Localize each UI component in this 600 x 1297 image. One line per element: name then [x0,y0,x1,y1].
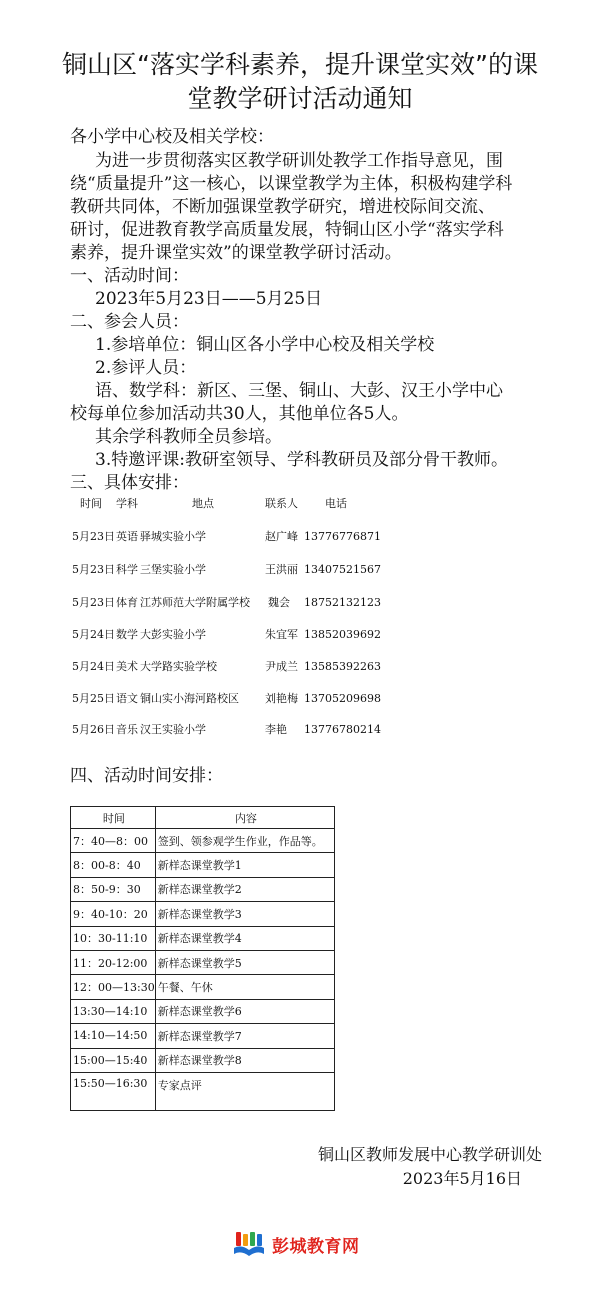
paragraph-line: 研讨，促进教育教学高质量发展，特铜山区小学“落实学科 [70,220,504,240]
timetable-content: 新样态课堂教学1 [155,853,334,877]
schedule-place: 汉王实验小学 [140,723,206,736]
table-row [71,877,335,901]
schedule-row [0,692,600,706]
schedule-row [0,628,600,642]
schedule-subject: 体育 [116,596,138,609]
section-heading-participants: 二、参会人员： [70,312,189,332]
table-row [71,1024,335,1048]
timetable-content: 新样态课堂教学5 [155,950,334,974]
timetable-content: 新样态课堂教学8 [155,1048,334,1072]
schedule-row [0,660,600,674]
participant-detail-line: 校每单位参加活动共30人，其他单位各5人。 [70,404,409,424]
schedule-header [0,497,600,511]
schedule-subject: 英语 [116,530,138,543]
table-row [71,1072,335,1110]
paragraph-line: 为进一步贯彻落实区教学研训处教学工作指导意见，围 [95,151,503,171]
schedule-date: 5月25日 [72,692,115,705]
table-row [71,975,335,999]
participant-item-2: 2.参评人员： [95,358,197,378]
timetable-time: 10：30-11:10 [71,926,156,950]
activity-dates: 2023年5月23日——5月25日 [95,289,323,309]
timetable-content: 新样态课堂教学2 [155,877,334,901]
schedule-contact: 赵广峰 [265,530,298,543]
timetable-content: 专家点评 [155,1072,334,1110]
schedule-place: 驿城实验小学 [140,530,206,543]
logo-text: 彭城教育网 [272,1236,360,1257]
timetable-time: 9：40-10：20 [71,902,156,926]
timetable-content: 签到、领参观学生作业，作品等。 [155,829,334,853]
schedule-place: 三堡实验小学 [140,563,206,576]
schedule-phone: 13705209698 [304,692,381,705]
table-row [71,902,335,926]
table-row [71,999,335,1023]
greeting: 各小学中心校及相关学校： [70,127,274,147]
timetable-time: 15:00—15:40 [71,1048,156,1072]
schedule-date: 5月23日 [72,563,115,576]
timetable-content: 新样态课堂教学3 [155,902,334,926]
schedule-date: 5月23日 [72,530,115,543]
timetable-time: 14:10—14:50 [71,1024,156,1048]
table-row [71,829,335,853]
schedule-phone: 13407521567 [304,563,381,576]
schedule-place: 大学路实验学校 [140,660,217,673]
notice-title-line-2: 堂教学研讨活动通知 [187,84,413,113]
open-book-logo-icon [232,1230,266,1258]
timetable-header-content: 内容 [155,807,334,829]
schedule-contact: 刘艳梅 [265,692,298,705]
schedule-place: 江苏师范大学附属学校 [140,596,250,609]
schedule-contact: 魏会 [268,596,290,609]
paragraph-line: 素养，提升课堂实效”的课堂教学研讨活动。 [70,243,402,263]
schedule-phone: 13776776871 [304,530,381,543]
timetable-header-row [71,807,335,829]
timetable-content: 午餐、午休 [155,975,334,999]
timetable-time: 12：00—13:30 [71,975,156,999]
schedule-row [0,723,600,737]
table-row [71,1048,335,1072]
schedule-header-subject: 学科 [116,497,138,510]
schedule-phone: 13776780214 [304,723,381,736]
schedule-header-contact: 联系人 [265,497,298,510]
schedule-date: 5月24日 [72,628,115,641]
schedule-subject: 美术 [116,660,138,673]
schedule-place: 铜山实小海河路校区 [140,692,239,705]
schedule-subject: 音乐 [116,723,138,736]
footer-organization: 铜山区教师发展中心教学研训处 [317,1145,542,1164]
section-heading-time: 一、活动时间： [70,266,189,286]
schedule-header-phone: 电话 [325,497,347,510]
schedule-place: 大彭实验小学 [140,628,206,641]
schedule-row [0,530,600,544]
schedule-contact: 王洪丽 [265,563,298,576]
table-row [71,853,335,877]
participant-detail-line: 其余学科教师全员参培。 [95,427,282,447]
table-row [71,926,335,950]
notice-title-line-1: 铜山区“落实学科素养，提升课堂实效”的课 [62,50,538,79]
schedule-contact: 尹成兰 [265,660,298,673]
schedule-phone: 13585392263 [304,660,381,673]
timetable-time: 11：20-12:00 [71,950,156,974]
timetable-time: 15:50—16:30 [71,1072,156,1110]
site-logo[interactable] [232,1230,360,1258]
footer-date: 2023年5月16日 [402,1169,522,1188]
paragraph-line: 绕“质量提升”这一核心，以课堂教学为主体，积极构建学科 [70,174,513,194]
section-heading-arrangement: 三、具体安排： [70,473,189,493]
schedule-phone: 13852039692 [304,628,381,641]
timetable-time: 7：40—8：00 [71,829,156,853]
timetable-content: 新样态课堂教学4 [155,926,334,950]
schedule-date: 5月24日 [72,660,115,673]
timetable-header-time: 时间 [71,807,156,829]
paragraph-line: 教研共同体，不断加强课堂教学研究，增进校际间交流、 [70,197,495,217]
schedule-subject: 数学 [116,628,138,641]
schedule-contact: 朱宜军 [265,628,298,641]
table-row [71,950,335,974]
schedule-row [0,563,600,577]
timetable-time: 8：50-9：30 [71,877,156,901]
timetable-content: 新样态课堂教学6 [155,999,334,1023]
schedule-subject: 语文 [116,692,138,705]
schedule-contact: 李艳 [265,723,287,736]
schedule-date: 5月26日 [72,723,115,736]
schedule-date: 5月23日 [72,596,115,609]
timetable-time: 8：00-8：40 [71,853,156,877]
timetable [70,806,335,1111]
participant-detail-line: 语、数学科：新区、三堡、铜山、大彭、汉王小学中心 [95,381,503,401]
participant-item-3: 3.特邀评课:教研室领导、学科教研员及部分骨干教师。 [95,450,508,470]
timetable-time: 13:30—14:10 [71,999,156,1023]
timetable-content: 新样态课堂教学7 [155,1024,334,1048]
section-heading-timetable: 四、活动时间安排： [70,766,223,786]
schedule-header-time: 时间 [80,497,102,510]
schedule-row [0,596,600,610]
schedule-subject: 科学 [116,563,138,576]
schedule-phone: 18752132123 [304,596,381,609]
schedule-header-place: 地点 [192,497,214,510]
participant-item-1: 1.参培单位：铜山区各小学中心校及相关学校 [95,335,435,355]
